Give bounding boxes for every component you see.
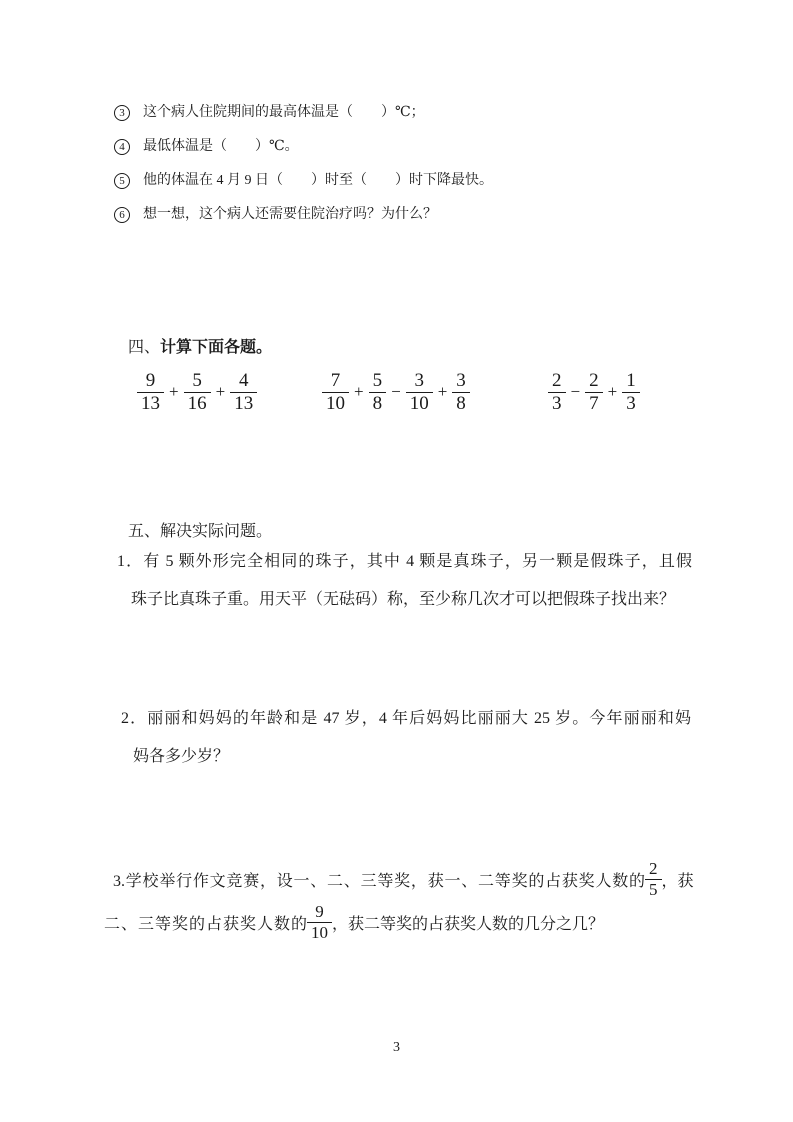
fraction-denominator: 8	[369, 392, 387, 414]
question-text: 最低体温是（ ）℃。	[143, 139, 299, 154]
fraction-numerator: 2	[649, 858, 658, 878]
fraction-numerator: 7	[330, 369, 341, 391]
fraction-denominator: 3	[622, 392, 640, 414]
fraction-numerator: 3	[414, 369, 424, 391]
fraction	[548, 371, 566, 414]
section-4-heading	[128, 338, 272, 358]
problem-3-line-1-suffix: ，获	[661, 872, 694, 890]
fraction-numerator: 1	[626, 369, 636, 391]
circled-number-marker: 4	[114, 139, 130, 155]
section-4-title: 计算下面各题。	[160, 339, 273, 356]
fraction-numerator: 5	[372, 369, 383, 391]
question-item-6	[114, 206, 437, 224]
problem-2-line-1: 2．丽丽和妈妈的年龄和是 47 岁，4 年后妈妈比丽丽大 25 岁。今年丽丽和妈	[121, 710, 691, 727]
problem-2-line-2: 妈各多少岁？	[133, 748, 230, 765]
operator: +	[437, 382, 448, 401]
fraction-denominator: 10	[322, 392, 349, 414]
question-text: 这个病人住院期间的最高体温是（ ）℃；	[143, 105, 425, 120]
fraction	[322, 371, 349, 414]
circled-number-marker: 6	[114, 207, 130, 223]
fraction-numerator: 2	[589, 369, 599, 391]
fraction-denominator: 10	[307, 922, 332, 942]
circled-number-marker: 3	[114, 105, 130, 121]
problem-3-line-2-suffix: ，获二等奖的占获奖人数的几分之几？	[332, 915, 605, 933]
fraction-numerator: 9	[315, 901, 324, 921]
question-text: 想一想，这个病人还需要住院治疗吗？为什么？	[143, 207, 437, 222]
fraction-denominator: 7	[585, 392, 603, 414]
fraction-numerator: 3	[456, 369, 466, 391]
fraction	[622, 371, 640, 414]
calc-expression-1	[137, 370, 257, 414]
fraction	[137, 371, 164, 414]
fraction	[645, 860, 662, 899]
question-item-4	[114, 138, 299, 156]
question-text: 他的体温在 4 月 9 日（ ）时至（ ）时下降最快。	[143, 173, 493, 188]
fraction-numerator: 2	[552, 369, 562, 391]
problem-1-line-1: 1．有 5 颗外形完全相同的珠子，其中 4 颗是真珠子，另一颗是假珠子，且假	[117, 553, 692, 570]
fraction	[184, 371, 211, 414]
fraction-denominator: 13	[137, 392, 164, 414]
fraction-denominator: 16	[184, 392, 211, 414]
operator: +	[607, 382, 618, 401]
page-number: 3	[393, 1040, 400, 1055]
operator: +	[354, 382, 364, 401]
fraction	[406, 371, 433, 414]
question-item-5	[114, 172, 493, 190]
fraction-numerator: 5	[192, 369, 202, 391]
problem-3-line-2-text: 二、三等奖的占获奖人数的	[104, 915, 307, 933]
calc-expression-3	[548, 370, 640, 414]
circled-number-marker: 5	[114, 173, 130, 189]
operator: −	[570, 382, 581, 401]
section-5-title: 五、解决实际问题。	[128, 523, 273, 540]
fraction-denominator: 10	[406, 392, 433, 414]
section-5-heading	[128, 522, 272, 542]
operator: +	[169, 382, 179, 401]
fraction	[230, 371, 257, 414]
calc-expression-2	[322, 370, 470, 414]
fraction-numerator: 9	[145, 369, 156, 391]
fraction	[452, 371, 470, 414]
operator: +	[215, 382, 226, 401]
problem-3-line-1	[113, 855, 694, 903]
calc-expressions-row	[0, 370, 793, 414]
fraction-denominator: 5	[645, 879, 662, 899]
operator: −	[391, 382, 401, 401]
fraction-numerator: 4	[238, 369, 249, 391]
fraction-denominator: 8	[452, 392, 470, 414]
problem-3-line-1-text: 3.学校举行作文竞赛，设一、二、三等奖，获一、二等奖的占获奖人数的	[113, 872, 645, 890]
fraction-denominator: 13	[230, 392, 257, 414]
problem-1-line-2: 珠子比真珠子重。用天平（无砝码）称，至少称几次才可以把假珠子找出来？	[131, 591, 676, 608]
fraction	[369, 371, 387, 414]
fraction-denominator: 3	[548, 392, 566, 414]
fraction	[307, 903, 332, 942]
question-item-3	[114, 104, 425, 122]
fraction	[585, 371, 603, 414]
problem-3-line-2	[104, 898, 604, 946]
section-4-number: 四、	[128, 339, 161, 356]
